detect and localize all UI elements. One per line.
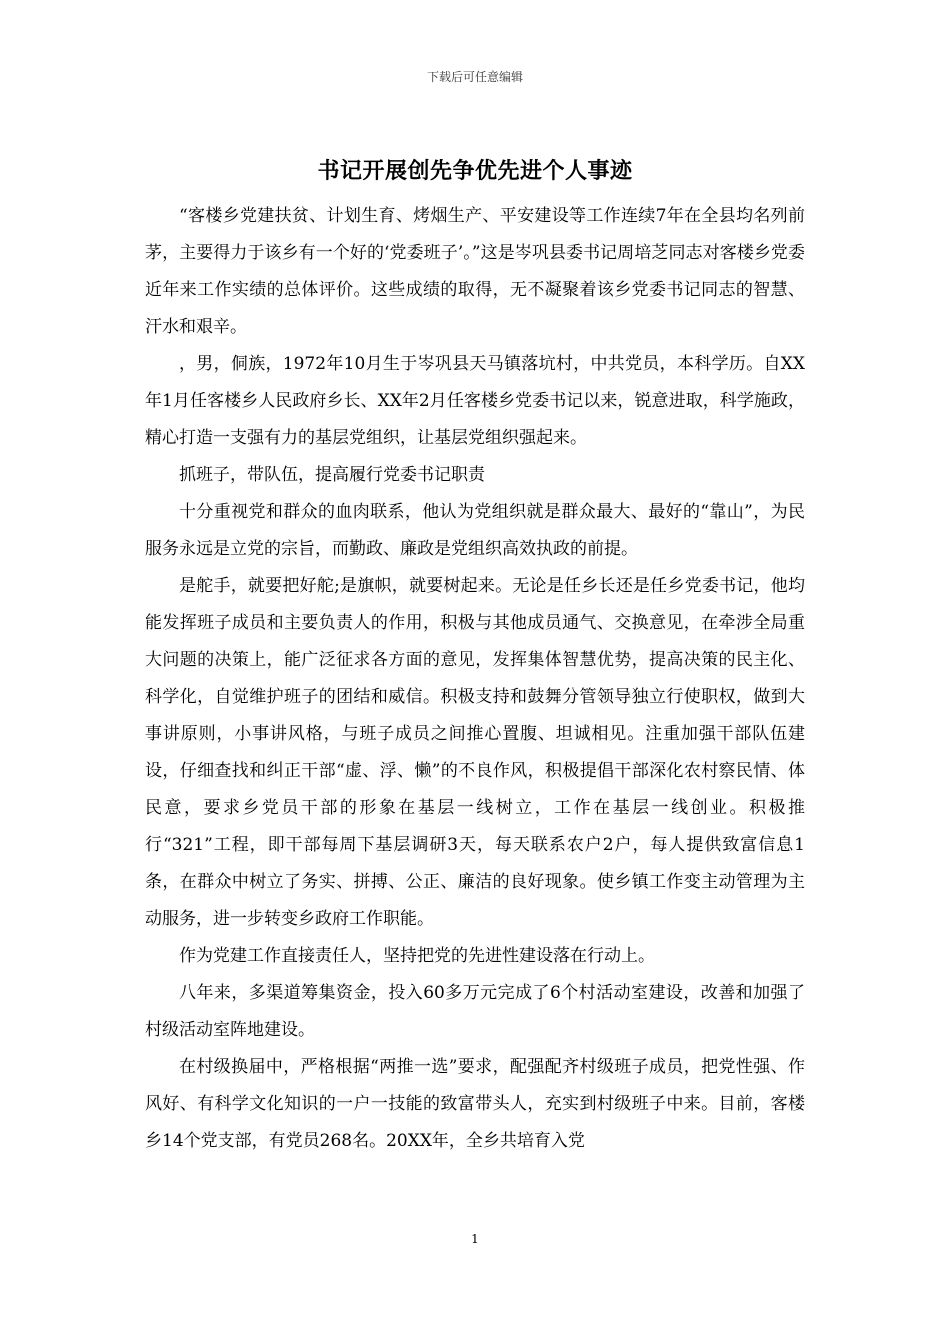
paragraph: 作为党建工作直接责任人，坚持把党的先进性建设落在行动上。 (179, 946, 655, 966)
page-number: 1 (471, 1232, 479, 1246)
document-title: 书记开展创先争优先进个人事迹 (317, 158, 633, 184)
paragraph: ，男，侗族，1972年10月生于岑巩县天马镇落坑村，中共党员，本科学历。自XX年1月任客楼乡人民政府乡长、XX年2月任客楼乡党委书记以来，锐意进取，科学施政，精心打造一支强有力的基层党组织，让基层党组织强起来。 (145, 354, 805, 448)
header-note: 下载后可任意编辑 (426, 70, 523, 84)
section-heading: 抓班子，带队伍，提高履行党委书记职责 (179, 465, 485, 485)
paragraph: 是舵手，就要把好舵;是旗帜，就要树起来。无论是任乡长还是任乡党委书记，他均能发挥班子成员和主要负责人的作用，积极与其他成员通气、交换意见，在牵涉全局重大问题的决策上，能广泛征求各方面的意见，发挥集体智慧优势，提高决策的民主化、科学化，自觉维护班子的团结和威信。积极支持和鼓舞分管领导独立行使职权，做到大事讲原则，小事讲风格，与班子成员之间推心置腹、坦诚相见。注重加强干部队伍建设，仔细查找和纠正干部“虚、浮、懒”的不良作风，积极提倡干部深化农村察民情、体民意，要求乡党员干部的形象在基层一线树立，工作在基层一线创业。积极推行“321”工程，即干部每周下基层调研3天，每天联系农户2户，每人提供致富信息1条，在群众中树立了务实、拼搏、公正、廉洁的良好现象。使乡镇工作变主动管理为主动服务，进一步转变乡政府工作职能。 (145, 576, 805, 929)
paragraph: 八年来，多渠道筹集资金，投入60多万元完成了6个村活动室建设，改善和加强了村级活动室阵地建设。 (145, 983, 805, 1040)
document-body (145, 198, 805, 1160)
paragraph: 十分重视党和群众的血肉联系，他认为党组织就是群众最大、最好的“靠山”，为民服务永远是立党的宗旨，而勤政、廉政是党组织高效执政的前提。 (145, 502, 805, 559)
paragraph: “客楼乡党建扶贫、计划生育、烤烟生产、平安建设等工作连续7年在全县均名列前茅，主要得力于该乡有一个好的‘党委班子’。”这是岑巩县委书记周培芝同志对客楼乡党委近年来工作实绩的总体评价。这些成绩的取得，无不凝聚着该乡党委书记同志的智慧、汗水和艰辛。 (145, 206, 805, 337)
paragraph: 在村级换届中，严格根据“两推一选”要求，配强配齐村级班子成员，把党性强、作风好、有科学文化知识的一户一技能的致富带头人，充实到村级班子中来。目前，客楼乡14个党支部，有党员268名。20XX年，全乡共培育入党 (145, 1057, 805, 1151)
